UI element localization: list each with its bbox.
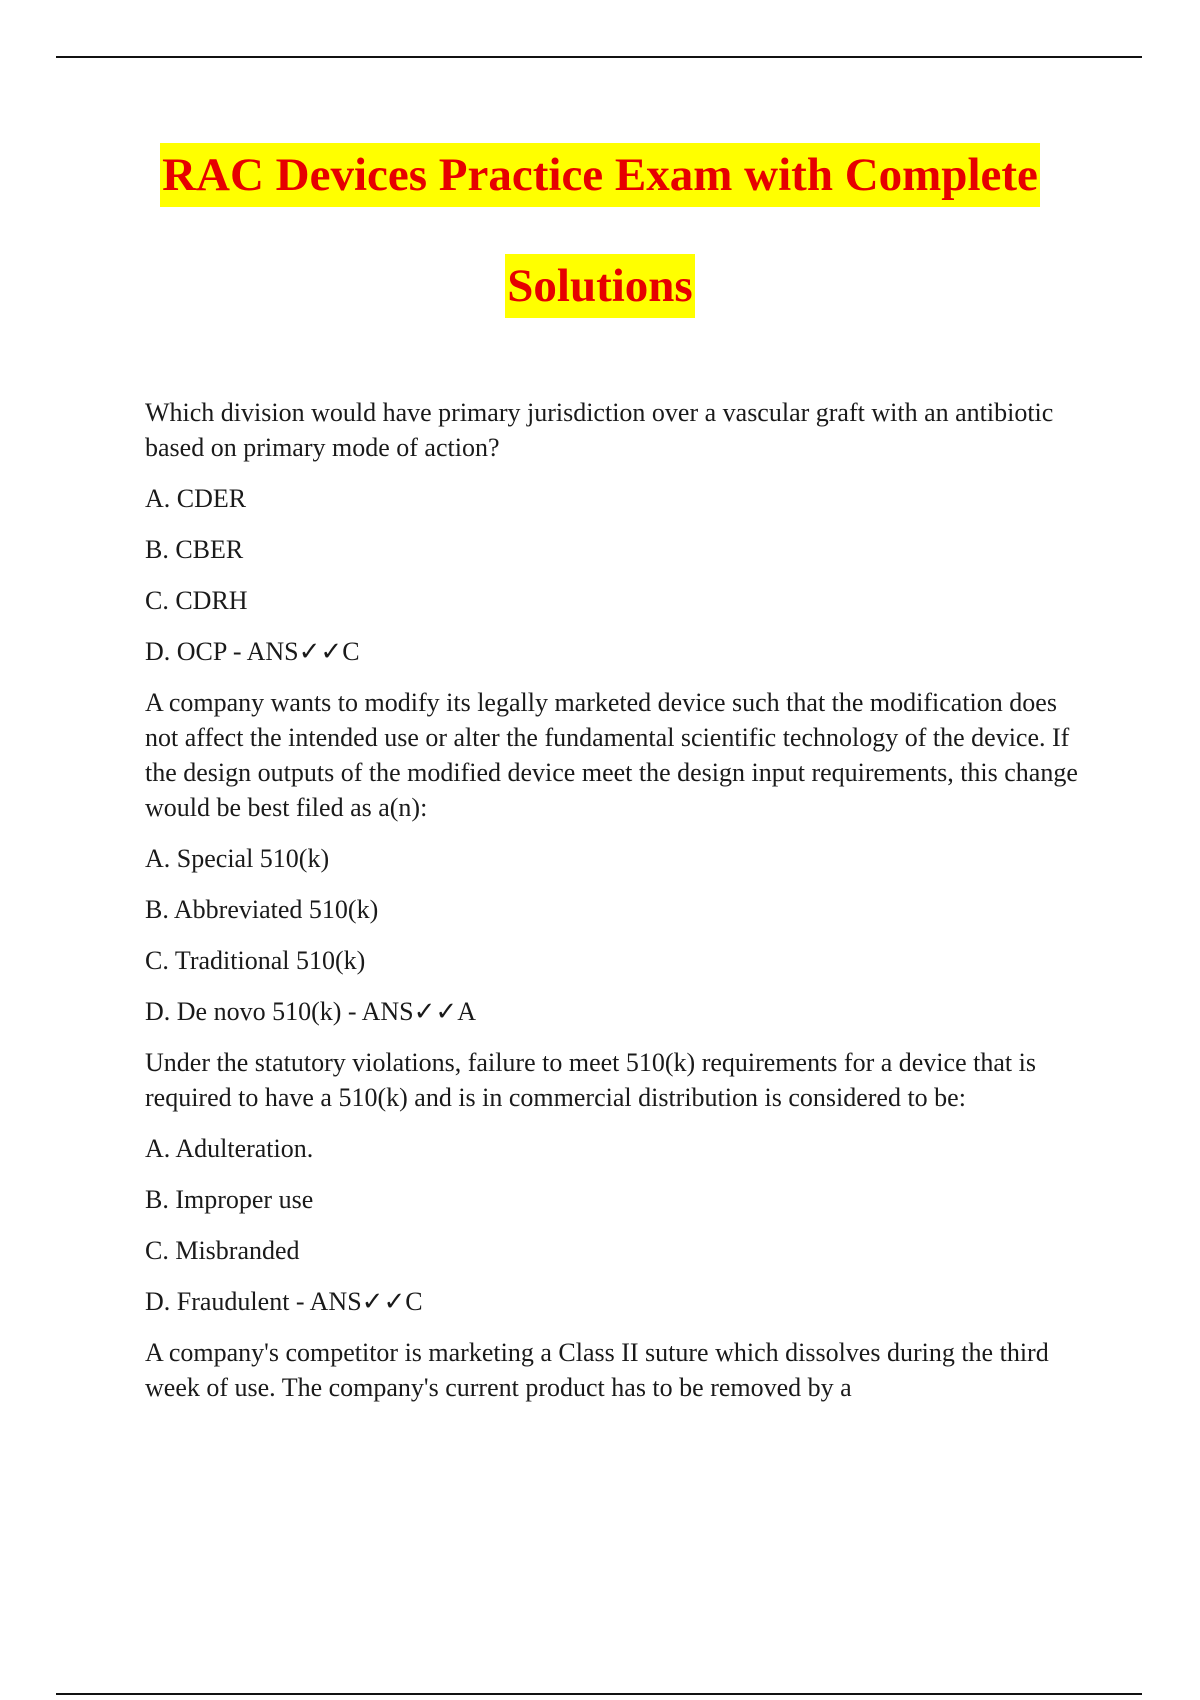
question-text: Under the statutory violations, failure to meet 510(k) requirements for a device that is required to have a 510(k) and is in commercial distribution is considered to be: [145, 1048, 1036, 1112]
title-line-2: Solutions [505, 254, 694, 318]
question-block-4 [145, 1335, 1095, 1405]
answer-option: B. Abbreviated 510(k) [145, 895, 379, 924]
document-title [0, 149, 1200, 201]
answer-option: A. CDER [145, 484, 247, 513]
question-block-1 [145, 395, 1095, 669]
footer-rule [56, 1693, 1142, 1695]
answer-option: C. CDRH [145, 586, 248, 615]
question-text: A company's competitor is marketing a Class II suture which dissolves during the third week of use. The company's current product has to be removed by a [145, 1338, 1049, 1402]
answer-option-with-answer: D. OCP - ANS✓✓C [145, 637, 360, 666]
question-text: A company wants to modify its legally marketed device such that the modification does not affect the intended use or alter the fundamental scientific technology of the device. If the design outputs of the modified device meet the design input requirements, this change would be best filed as a(n): [145, 688, 1078, 822]
document-body [145, 395, 1095, 1421]
title-line-1: RAC Devices Practice Exam with Complete [160, 143, 1040, 207]
answer-option: A. Adulteration. [145, 1134, 314, 1163]
answer-option: A. Special 510(k) [145, 844, 330, 873]
document-title-continued [0, 260, 1200, 312]
question-block-3 [145, 1045, 1095, 1319]
header-rule [56, 56, 1142, 58]
answer-option: C. Misbranded [145, 1236, 300, 1265]
answer-option: B. CBER [145, 535, 244, 564]
question-block-2 [145, 685, 1095, 1029]
answer-option-with-answer: D. Fraudulent - ANS✓✓C [145, 1287, 423, 1316]
question-text: Which division would have primary jurisdiction over a vascular graft with an antibiotic based on primary mode of action? [145, 398, 1054, 462]
answer-option: B. Improper use [145, 1185, 314, 1214]
answer-option-with-answer: D. De novo 510(k) - ANS✓✓A [145, 997, 476, 1026]
answer-option: C. Traditional 510(k) [145, 946, 366, 975]
